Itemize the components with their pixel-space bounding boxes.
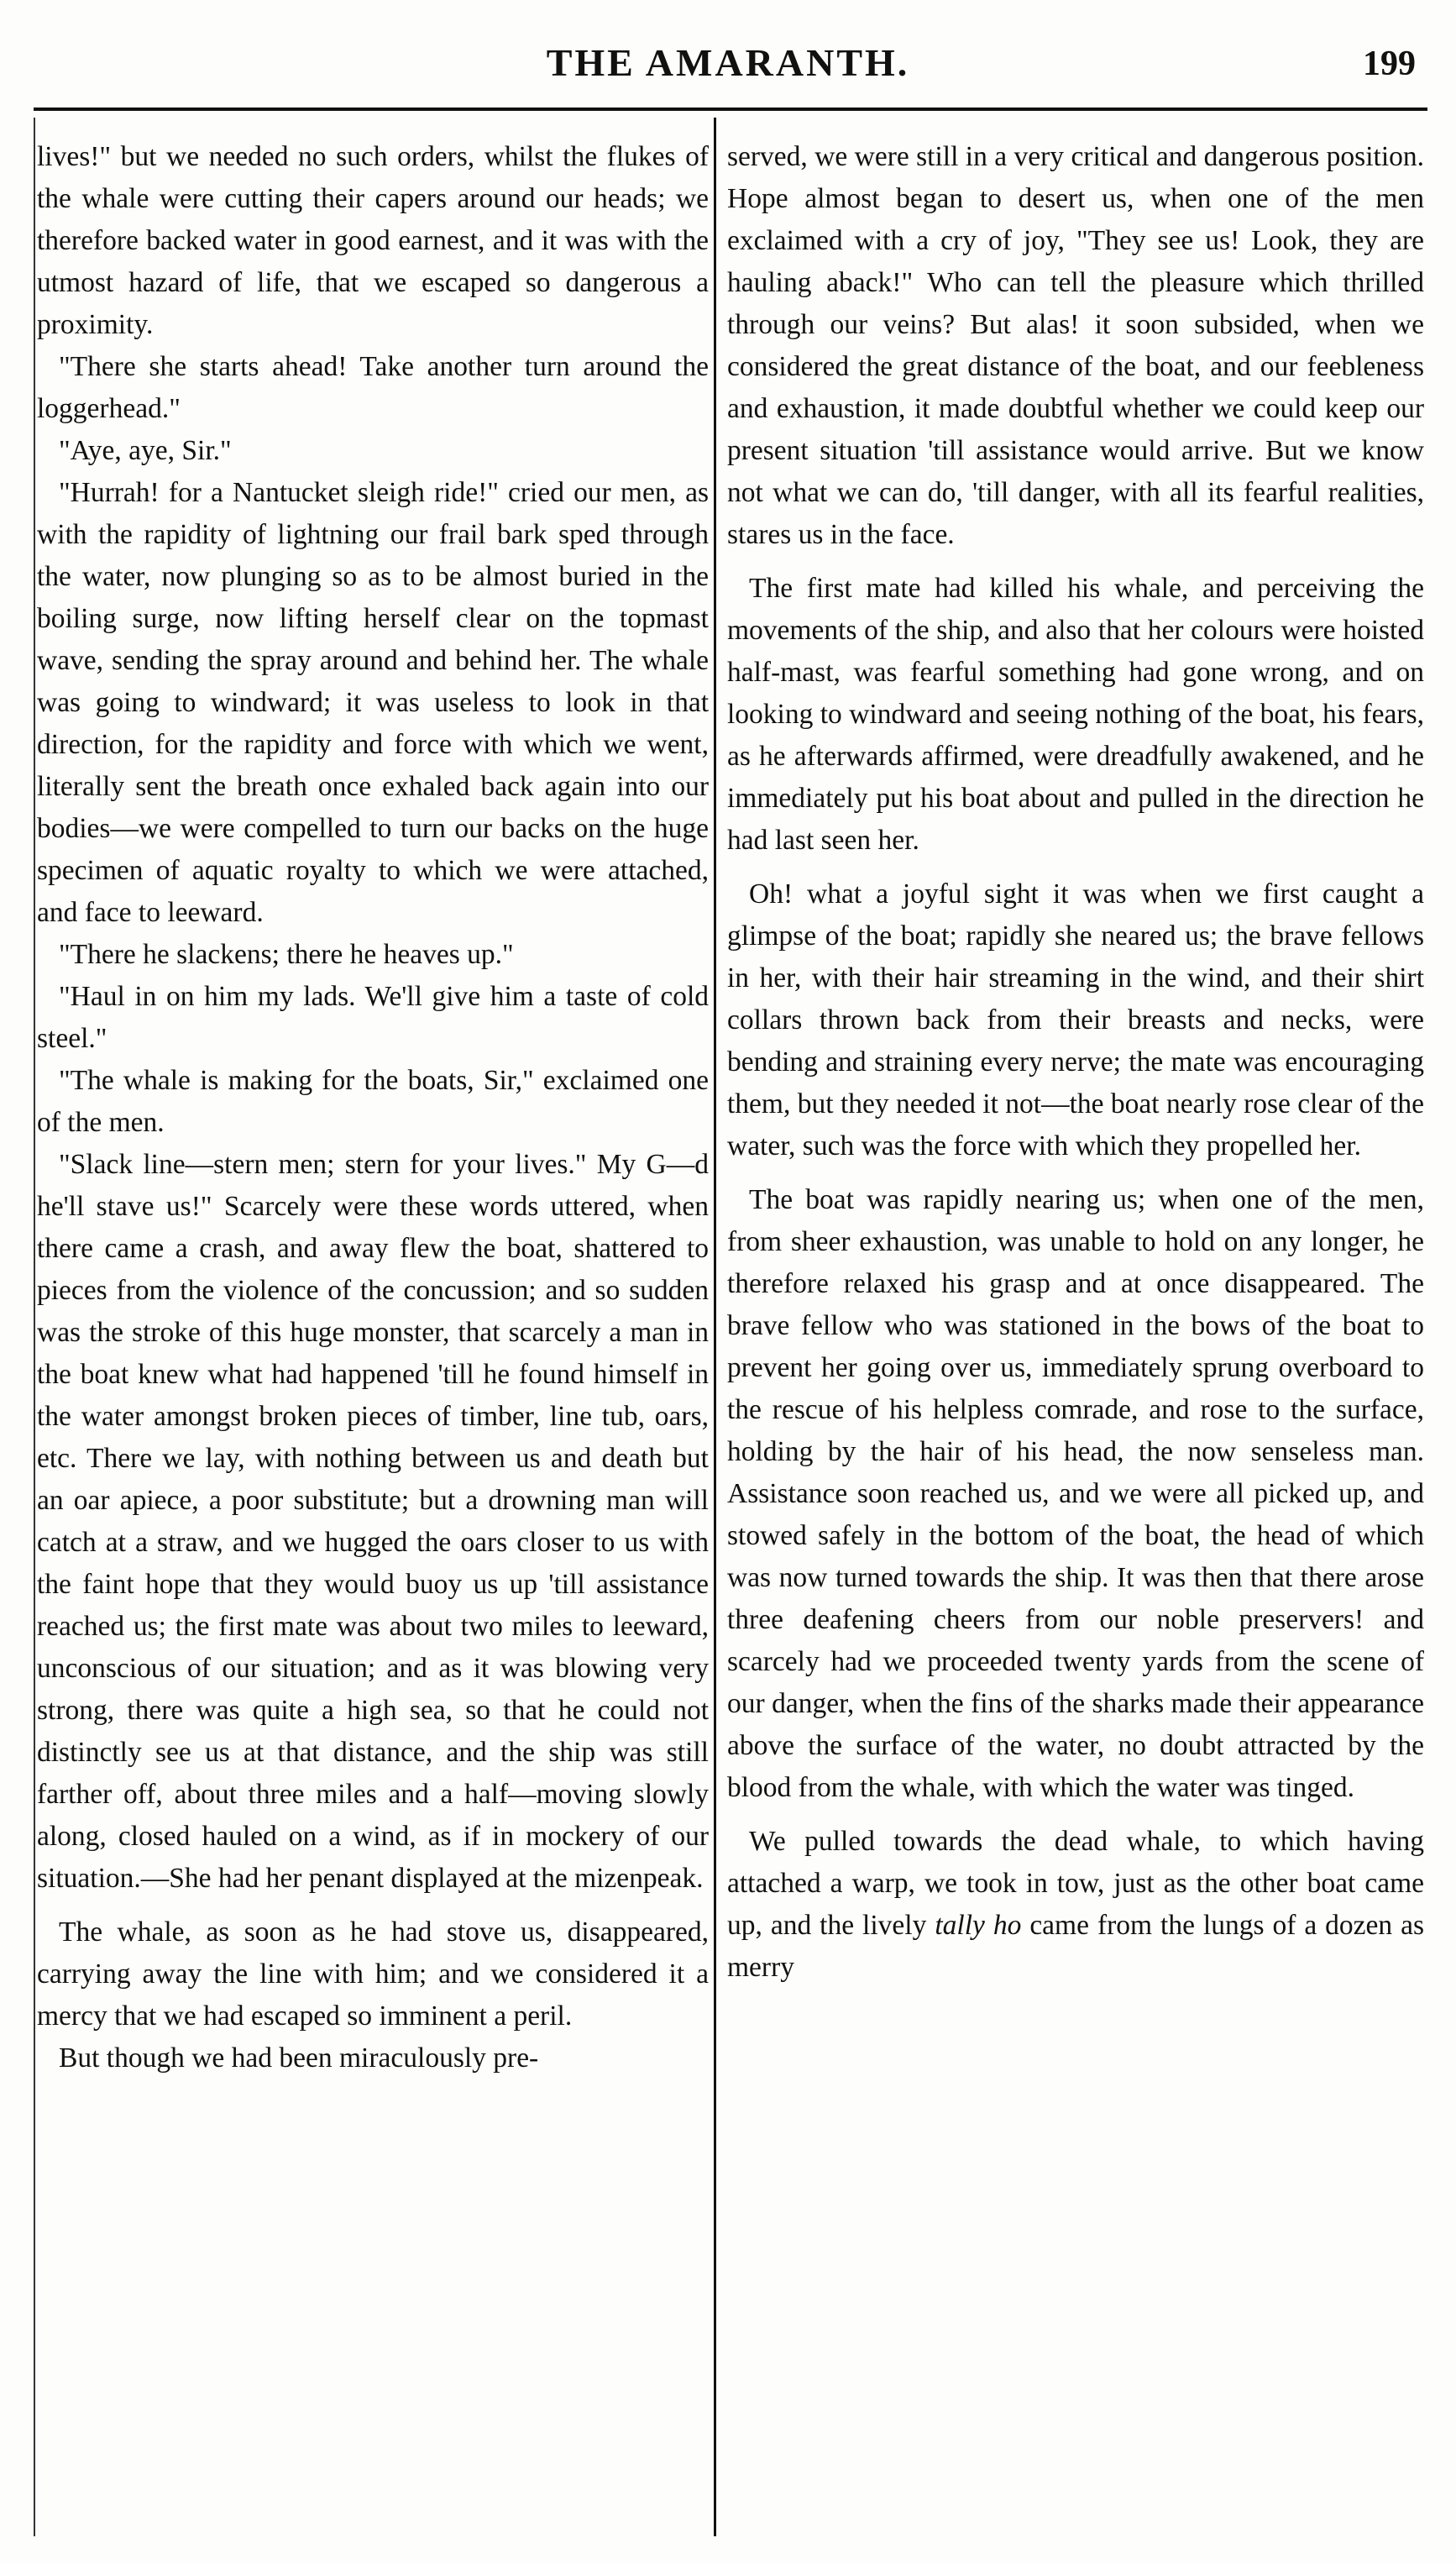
left-margin-rule	[34, 118, 35, 2536]
column-divider	[714, 118, 716, 2536]
header-rule	[34, 107, 1427, 111]
paragraph-text: We pulled towards the dead whale, to which having attached a warp, we took in tow, just as the other boat came up, and the lively	[727, 1826, 1424, 1941]
paragraph: lives!" but we needed no such orders, whilst the flukes of the whale were cutting their capers around our heads; we therefore backed water in good earnest, and it was with the utmost hazard of life, that we escaped so dangerous a proximity.	[37, 141, 709, 340]
page-header	[0, 40, 1456, 99]
paragraph: "There she starts ahead! Take another turn around the loggerhead."	[37, 351, 709, 424]
paragraph: The boat was rapidly nearing us; when one of the men, from sheer exhaustion, was unable to hold on any longer, he therefore relaxed his grasp and at once disappeared. The brave fellow who was stationed in the bows of the boat to prevent her going over us, immediately sprung overboard to the rescue of his helpless comrade, and rose to the surface, holding by the hair of his head, the now senseless man. Assistance soon reached us, and we were all picked up, and stowed safely in the bottom of the boat, the head of which was now turned towards the ship. It was then that there arose three deafening cheers from our noble preservers! and scarcely had we proceeded twenty yards from the scene of our danger, when the fins of the sharks made their appearance above the surface of the water, no doubt attracted by the blood from the whale, with which the water was tinged.	[727, 1184, 1424, 1803]
paragraph: "The whale is making for the boats, Sir," exclaimed one of the men.	[37, 1065, 709, 1138]
paragraph: "Hurrah! for a Nantucket sleigh ride!" cried our men, as with the rapidity of lightning our frail bark sped through the water, now plunging so as to be almost buried in the boiling surge, now lifting herself clear on the topmast wave, sending the spray around and behind her. The whale was going to windward; it was useless to look in that direction, for the rapidity and force with which we went, literally sent the breath once exhaled back again into our bodies—we were compelled to turn our backs on the huge specimen of aquatic royalty to which we were attached, and face to leeward.	[37, 477, 709, 928]
paragraph: The whale, as soon as he had stove us, disappeared, carrying away the line with him; and we considered it a mercy that we had escaped so imminent a peril.	[37, 1916, 709, 2032]
paragraph-text: came from the lungs of a dozen as merry	[727, 1910, 1424, 1983]
paragraph: "There he slackens; there he heaves up."	[59, 939, 514, 970]
paragraph	[727, 1821, 1424, 1989]
paragraph: But though we had been miraculously pre-	[59, 2042, 539, 2074]
paragraph: "Slack line—stern men; stern for your lives." My G—d he'll stave us!" Scarcely were these words uttered, when there came a crash, and away flew the boat, shattered to pieces from the violence of the concussion; and so sudden was the stroke of this huge monster, that scarcely a man in the boat knew what had happened 'till he found himself in the water amongst broken pieces of timber, line tub, oars, etc. There we lay, with nothing between us and death but an oar apiece, a poor substitute; but a drowning man will catch at a straw, and we hugged the oars closer to us with the faint hope that they would buoy us up 'till assistance reached us; the first mate was about two miles to leeward, unconscious of our situation; and as it was blowing very strong, there was quite a high sea, so that he could not distinctly see us at that distance, and the ship was still farther off, about three miles and a half—moving slowly along, closed hauled on a wind, as if in mockery of our situation.—She had her penant displayed at the mizenpeak.	[37, 1149, 709, 1894]
right-column	[727, 136, 1424, 2538]
journal-title: THE AMARANTH.	[546, 41, 910, 84]
paragraph: "Haul in on him my lads. We'll give him a taste of cold steel."	[37, 981, 709, 1054]
paragraph: Oh! what a joyful sight it was when we first caught a glimpse of the boat; rapidly she neared us; the brave fellows in her, with their hair streaming in the wind, and their shirt collars thrown back from their breasts and necks, were bending and straining every nerve; the mate was encouraging them, but they needed it not—the boat nearly rose clear of the water, such was the force with which they propelled her.	[727, 878, 1424, 1161]
paragraph: "Aye, aye, Sir."	[59, 435, 232, 466]
page-number: 199	[1363, 45, 1416, 83]
paragraph: served, we were still in a very critical and dangerous position. Hope almost began to desert us, when one of the men exclaimed with a cry of joy, "They see us! Look, they are hauling aback!" Who can tell the pleasure which thrilled through our veins? But alas! it soon subsided, when we considered the great distance of the boat, and our feebleness and exhaustion, it made doubtful whether we could keep our present situation 'till assistance would arrive. But we know not what we can do, 'till danger, with all its fearful realities, stares us in the face.	[727, 141, 1424, 550]
paragraph: The first mate had killed his whale, and perceiving the movements of the ship, and also that her colours were hoisted half-mast, was fearful something had gone wrong, and on looking to windward and seeing nothing of the boat, his fears, as he afterwards affirmed, were dreadfully awakened, and he immediately put his boat about and pulled in the direction he had last seen her.	[727, 573, 1424, 856]
left-column	[37, 136, 709, 2538]
emphasis-text: tally ho	[935, 1910, 1022, 1941]
